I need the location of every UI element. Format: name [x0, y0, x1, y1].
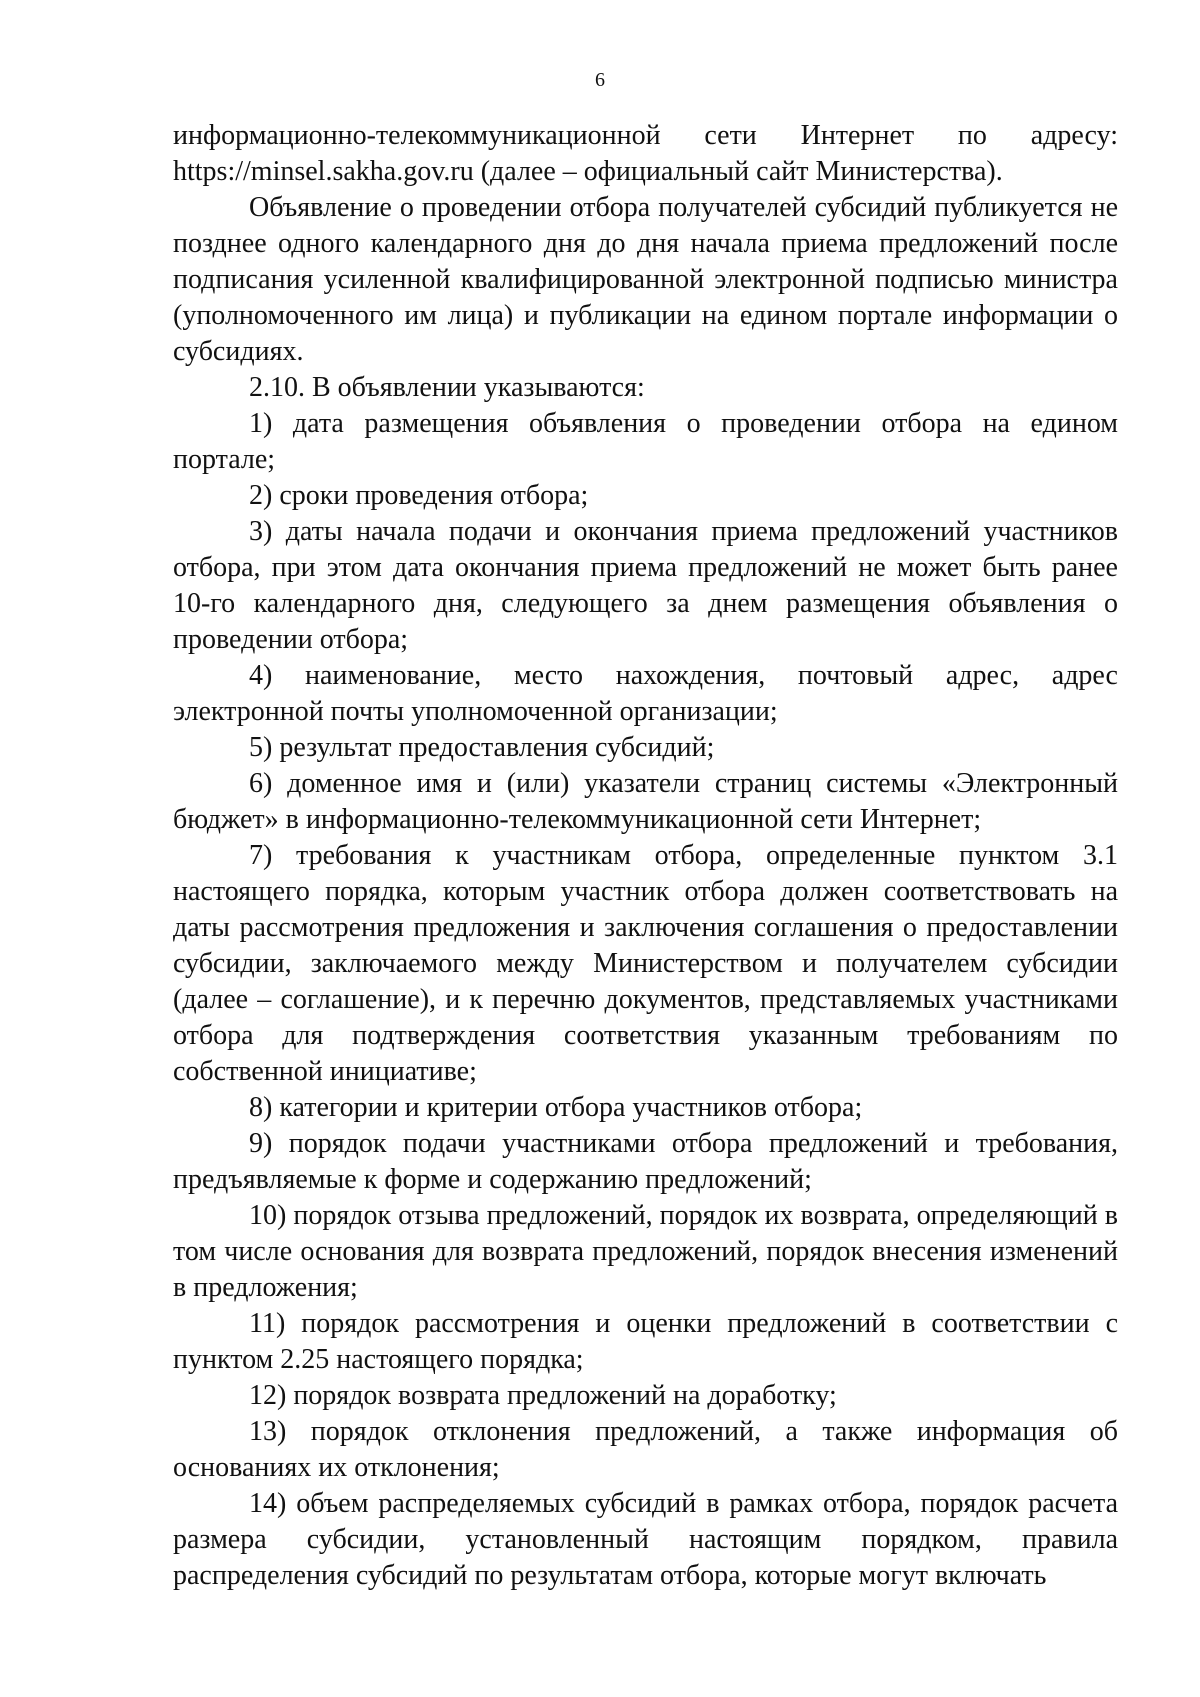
paragraph-announcement-publication: Объявление о проведении отбора получателей субсидий публикуется не позднее одного календарного дня до дня начала приема предложений после подписания усиленной квалифицированной электронной подписью министра (уполномоченного им лица) и публикации на едином портале информации о субсидиях. [173, 192, 1118, 367]
list-item-5: 5) результат предоставления субсидий; [249, 732, 715, 763]
list-item-8: 8) категории и критерии отбора участников отбора; [249, 1092, 863, 1123]
list-item-3: 3) даты начала подачи и окончания приема предложений участников отбора, при этом дата окончания приема предложений не может быть ранее 10-го календарного дня, следующего за днем размещения объявления о проведении отбора; [173, 516, 1118, 655]
list-item-13: 13) порядок отклонения предложений, а также информация об основаниях их отклонения; [173, 1416, 1118, 1483]
document-body [173, 118, 1118, 1594]
list-item-10: 10) порядок отзыва предложений, порядок их возврата, определяющий в том числе основания для возврата предложений, порядок внесения изменений в предложения; [173, 1200, 1118, 1303]
list-item-1: 1) дата размещения объявления о проведении отбора на едином портале; [173, 408, 1118, 475]
page-number: 6 [595, 69, 605, 91]
paragraph-website-address: информационно-телекоммуникационной сети Интернет по адресу: https://minsel.sakha.gov.ru (далее – официальный сайт Министерства). [173, 120, 1118, 187]
list-item-6: 6) доменное имя и (или) указатели страниц системы «Электронный бюджет» в информационно-телекоммуникационной сети Интернет; [173, 768, 1118, 835]
list-item-12: 12) порядок возврата предложений на доработку; [249, 1380, 837, 1411]
paragraph-section-2-10: 2.10. В объявлении указываются: [249, 372, 645, 403]
list-item-11: 11) порядок рассмотрения и оценки предложений в соответствии с пунктом 2.25 настоящего порядка; [173, 1308, 1118, 1375]
list-item-14: 14) объем распределяемых субсидий в рамках отбора, порядок расчета размера субсидии, установленный настоящим порядком, правила распределения субсидий по результатам отбора, которые могут включать [173, 1488, 1118, 1591]
list-item-7: 7) требования к участникам отбора, определенные пунктом 3.1 настоящего порядка, которым участник отбора должен соответствовать на даты рассмотрения предложения и заключения соглашения о предоставлении субсидии, заключаемого между Министерством и получателем субсидии (далее – соглашение), и к перечню документов, представляемых участниками отбора для подтверждения соответствия указанным требованиям по собственной инициативе; [173, 840, 1118, 1087]
list-item-2: 2) сроки проведения отбора; [249, 480, 589, 511]
list-item-4: 4) наименование, место нахождения, почтовый адрес, адрес электронной почты уполномоченной организации; [173, 660, 1118, 727]
list-item-9: 9) порядок подачи участниками отбора предложений и требования, предъявляемые к форме и содержанию предложений; [173, 1128, 1118, 1195]
